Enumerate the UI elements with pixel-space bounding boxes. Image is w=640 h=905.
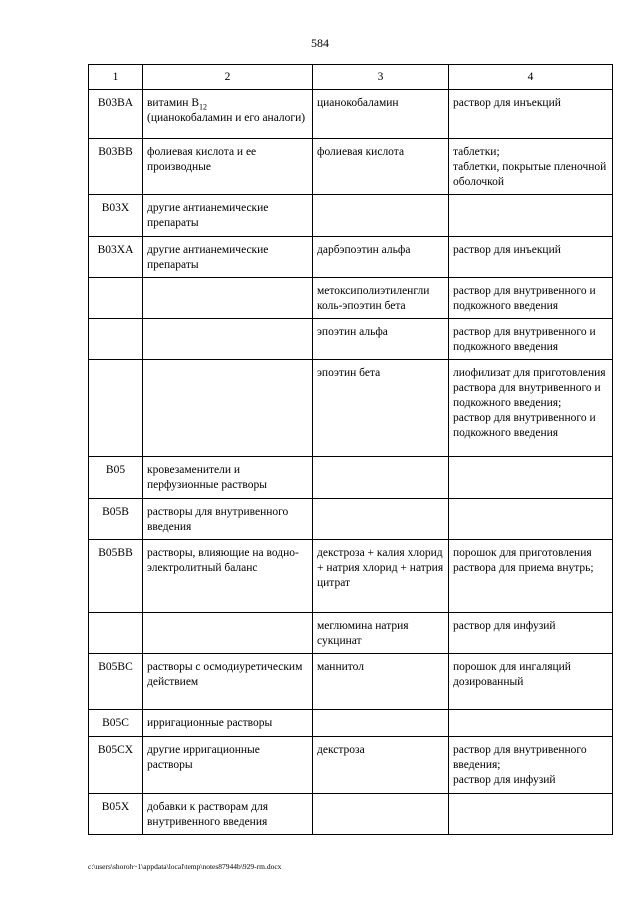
column-header-1: 1 [89, 65, 143, 90]
table-row [89, 540, 613, 613]
group-cell: другие ирригационные растворы [143, 737, 313, 794]
atc-code-cell: B05 [89, 457, 143, 499]
substance-cell: декстроза + калия хлорид + натрия хлорид + натрия цитрат [313, 540, 449, 613]
dosage-form-cell [449, 499, 613, 540]
dosage-form-cell [449, 794, 613, 835]
column-header-3: 3 [313, 65, 449, 90]
atc-code-cell: B05C [89, 710, 143, 737]
dosage-form-cell [449, 710, 613, 737]
substance-cell: метоксиполиэтиленгли коль-эпоэтин бета [313, 278, 449, 319]
group-cell: кровезаменители и перфузионные растворы [143, 457, 313, 499]
dosage-form-cell [449, 195, 613, 237]
column-header-4: 4 [449, 65, 613, 90]
group-cell [143, 278, 313, 319]
atc-code-cell [89, 360, 143, 457]
substance-cell: маннитол [313, 654, 449, 710]
atc-code-cell: B05BC [89, 654, 143, 710]
substance-cell: цианокобаламин [313, 90, 449, 139]
table-row [89, 654, 613, 710]
substance-cell: эпоэтин альфа [313, 319, 449, 360]
atc-code-cell [89, 613, 143, 654]
table-row [89, 139, 613, 195]
table-row [89, 499, 613, 540]
dosage-form-cell: раствор для инъекций [449, 90, 613, 139]
table-header-row [89, 65, 613, 90]
table-row [89, 278, 613, 319]
dosage-form-cell: порошок для приготовления раствора для приема внутрь; [449, 540, 613, 613]
substance-cell [313, 457, 449, 499]
atc-code-cell: B05BB [89, 540, 143, 613]
group-cell: ирригационные растворы [143, 710, 313, 737]
group-cell [143, 90, 313, 139]
table-row [89, 794, 613, 835]
dosage-form-cell: раствор для инфузий [449, 613, 613, 654]
table-row [89, 710, 613, 737]
group-cell: другие антианемические препараты [143, 195, 313, 237]
atc-code-cell [89, 278, 143, 319]
group-cell: растворы с осмодиуретическим действием [143, 654, 313, 710]
table-row [89, 195, 613, 237]
page-number: 584 [311, 36, 329, 50]
atc-code-cell [89, 319, 143, 360]
table-row [89, 737, 613, 794]
atc-code-cell: B03BB [89, 139, 143, 195]
table-row [89, 457, 613, 499]
substance-cell [313, 710, 449, 737]
dosage-form-cell: раствор для внутривенного и подкожного введения [449, 278, 613, 319]
group-cell: растворы для внутривенного введения [143, 499, 313, 540]
substance-cell: эпоэтин бета [313, 360, 449, 457]
group-cell: добавки к растворам для внутривенного введения [143, 794, 313, 835]
table-row [89, 237, 613, 278]
atc-code-cell: B03XA [89, 237, 143, 278]
substance-cell: декстроза [313, 737, 449, 794]
dosage-form-cell [449, 457, 613, 499]
dosage-form-cell: порошок для ингаляций дозированный [449, 654, 613, 710]
substance-cell [313, 499, 449, 540]
group-cell: фолиевая кислота и ее производные [143, 139, 313, 195]
substance-cell: фолиевая кислота [313, 139, 449, 195]
group-cell: растворы, влияющие на водно-электролитный баланс [143, 540, 313, 613]
substance-cell [313, 195, 449, 237]
group-text-rest: (цианокобаламин и его аналоги) [147, 112, 306, 124]
group-cell [143, 319, 313, 360]
dosage-form-cell: раствор для инъекций [449, 237, 613, 278]
atc-code-cell: B05X [89, 794, 143, 835]
dosage-form-cell: раствор для внутривенного введения; раствор для инфузий [449, 737, 613, 794]
group-cell: другие антианемические препараты [143, 237, 313, 278]
group-subscript: 12 [199, 102, 207, 112]
group-cell [143, 613, 313, 654]
atc-code-cell: B05B [89, 499, 143, 540]
table-row [89, 90, 613, 139]
drug-classification-table [88, 64, 613, 835]
substance-cell [313, 794, 449, 835]
dosage-form-cell: лиофилизат для приготовления раствора для внутривенного и подкожного введения; раствор для внутривенного и подкожного введения [449, 360, 613, 457]
atc-code-cell: B05CX [89, 737, 143, 794]
table-row [89, 319, 613, 360]
dosage-form-cell: раствор для внутривенного и подкожного введения [449, 319, 613, 360]
table-row [89, 360, 613, 457]
group-text: витамин B [147, 97, 199, 109]
substance-cell: дарбэпоэтин альфа [313, 237, 449, 278]
table-row [89, 613, 613, 654]
substance-cell: меглюмина натрия сукцинат [313, 613, 449, 654]
dosage-form-cell: таблетки; таблетки, покрытые пленочной оболочкой [449, 139, 613, 195]
atc-code-cell: B03BA [89, 90, 143, 139]
column-header-2: 2 [143, 65, 313, 90]
atc-code-cell: B03X [89, 195, 143, 237]
document-file-path: c:\users\shoroh~1\appdata\local\temp\notes87944b\929-rm.docx [88, 862, 282, 871]
group-cell [143, 360, 313, 457]
